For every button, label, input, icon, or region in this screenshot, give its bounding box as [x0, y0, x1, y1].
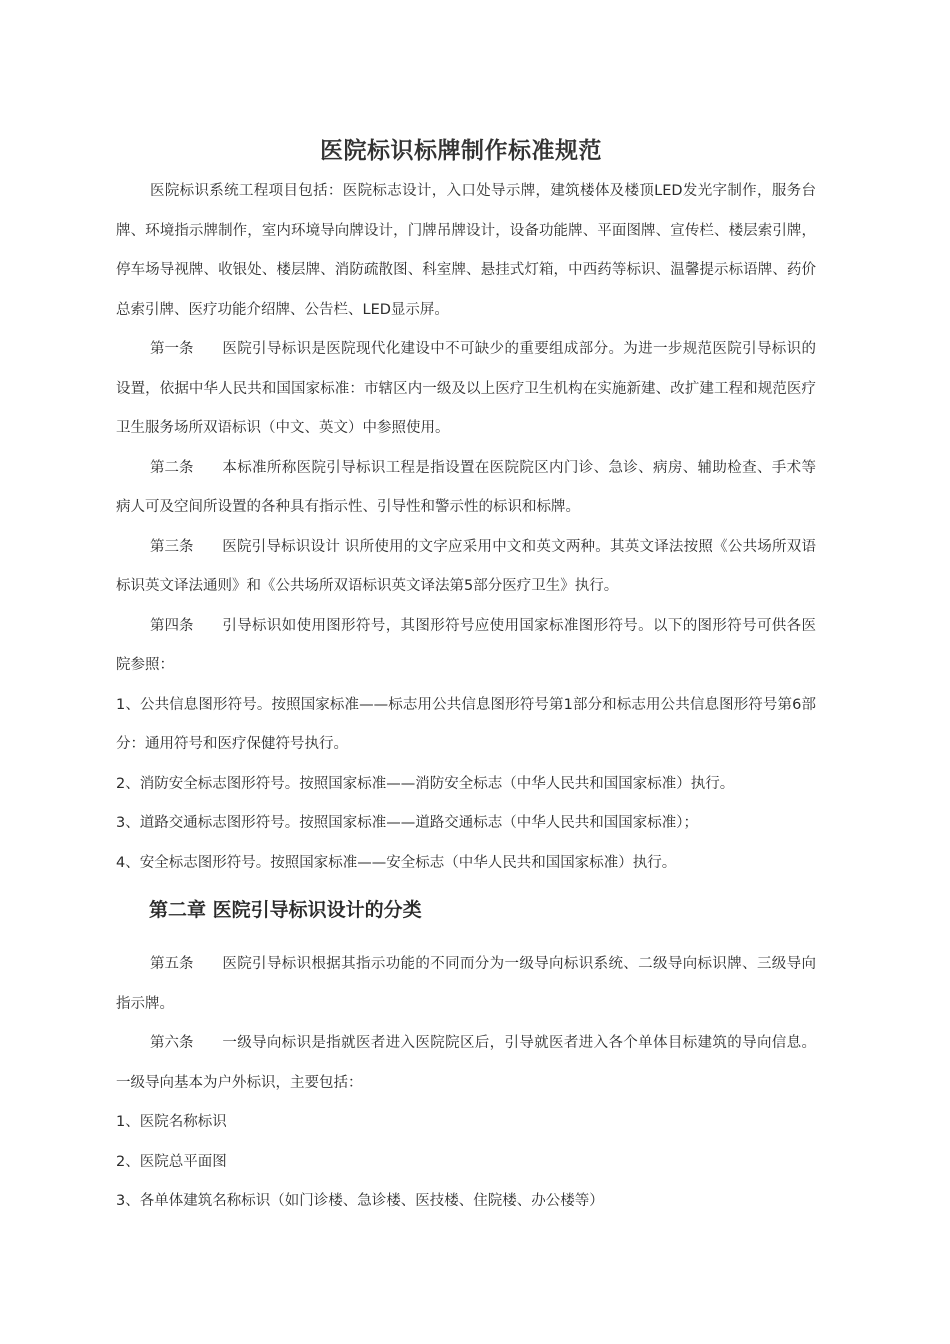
article-5 — [116, 945, 816, 1024]
article-4 — [116, 607, 816, 686]
document-title: 医院标识标牌制作标准规范 — [320, 138, 602, 164]
chapter-heading: 第二章 医院引导标识设计的分类 — [149, 899, 422, 921]
article-text: 医院引导标识根据其指示功能的不同而分为一级导向标识系统、二级导向标识牌、三级导向指示牌。 — [116, 956, 816, 1012]
article-text: 医院引导标识设计 识所使用的文字应采用中文和英文两种。其英文译法按照《公共场所双语标识英文译法通则》和《公共场所双语标识英文译法第5部分医疗卫生》执行。 — [116, 538, 816, 594]
list-item: 2、医院总平面图 — [116, 1153, 227, 1170]
article-text: 一级导向标识是指就医者进入医院院区后，引导就医者进入各个单体目标建筑的导向信息。一级导向基本为户外标识，主要包括： — [116, 1035, 816, 1091]
symbol-item-4: 4、安全标志图形符号。按照国家标准——安全标志（中华人民共和国国家标准）执行。 — [116, 854, 677, 871]
article-label: 第二条 — [150, 459, 194, 476]
article-3 — [116, 528, 816, 607]
symbol-item-1: 1、公共信息图形符号。按照国家标准——标志用公共信息图形符号第1部分和标志用公共信息图形符号第6部分：通用符号和医疗保健符号执行。 — [116, 696, 816, 752]
symbol-item-3: 3、道路交通标志图形符号。按照国家标准——道路交通标志（中华人民共和国国家标准）； — [116, 815, 698, 831]
document-body — [116, 172, 816, 1222]
article-label: 第五条 — [150, 956, 194, 972]
list-item: 1、医院名称标识 — [116, 1114, 227, 1130]
article-label: 第三条 — [150, 538, 194, 555]
article-label: 第六条 — [150, 1035, 194, 1051]
list-item: 3、各单体建筑名称标识（如门诊楼、急诊楼、医技楼、住院楼、办公楼等） — [116, 1193, 604, 1209]
article-text: 医院引导标识是医院现代化建设中不可缺少的重要组成部分。为进一步规范医院引导标识的设置，依据中华人民共和国国家标准：市辖区内一级及以上医疗卫生机构在实施新建、改扩建工程和规范医疗卫生服务场所双语标识（中文、英文）中参照使用。 — [116, 341, 816, 436]
article-label: 第四条 — [150, 617, 194, 634]
symbol-item-2: 2、消防安全标志图形符号。按照国家标准——消防安全标志（中华人民共和国国家标准）执行。 — [116, 775, 735, 792]
article-6 — [116, 1024, 816, 1103]
article-text: 引导标识如使用图形符号，其图形符号应使用国家标准图形符号。以下的图形符号可供各医院参照： — [116, 617, 816, 673]
article-label: 第一条 — [150, 341, 194, 357]
article-text: 本标准所称医院引导标识工程是指设置在医院院区内门诊、急诊、病房、辅助检查、手术等病人可及空间所设置的各种具有指示性、引导性和警示性的标识和标牌。 — [116, 459, 816, 515]
article-1 — [116, 330, 816, 449]
intro-paragraph: 医院标识系统工程项目包括：医院标志设计，入口处导示牌，建筑楼体及楼顶LED发光字制作，服务台牌、环境指示牌制作，室内环境导向牌设计，门牌吊牌设计，设备功能牌、平面图牌、宣传栏、楼层索引牌，停车场导视牌、收银处、楼层牌、消防疏散图、科室牌、悬挂式灯箱，中西药等标识、温馨提示标语牌、药价总索引牌、医疗功能介绍牌、公告栏、LED显示屏。 — [116, 183, 816, 318]
article-2 — [116, 449, 816, 528]
